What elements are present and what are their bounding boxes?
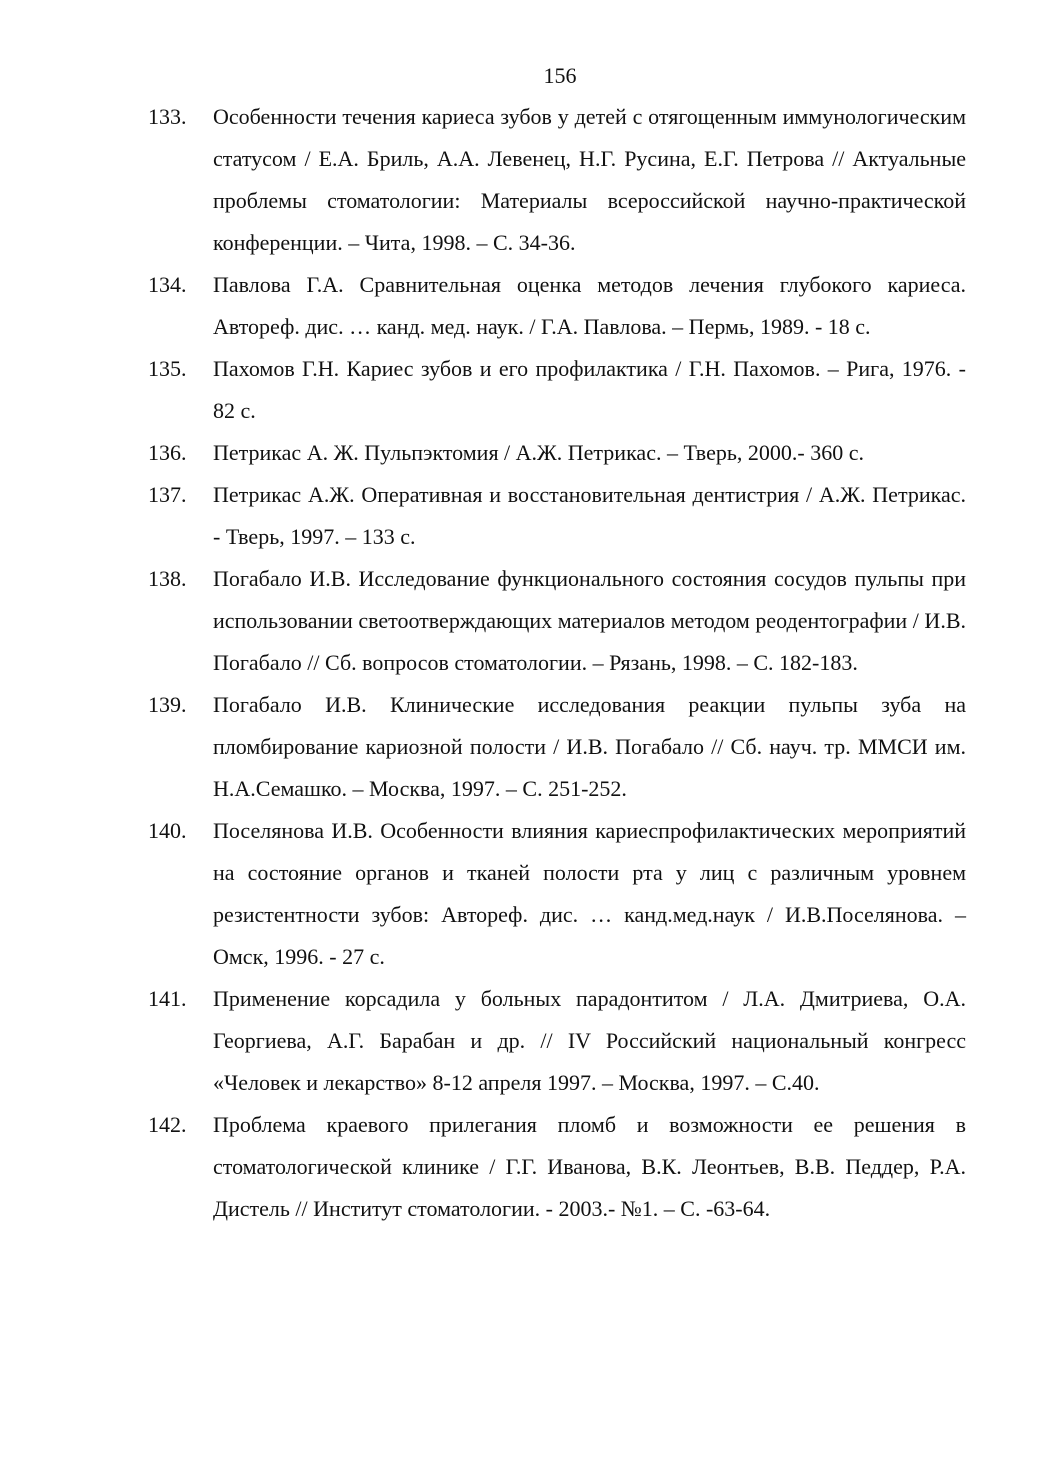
reference-list	[148, 96, 966, 1230]
reference-number: 138.	[148, 566, 187, 591]
reference-text: Петрикас А. Ж. Пульпэктомия / А.Ж. Петрикас. – Тверь, 2000.- 360 с.	[213, 440, 864, 465]
reference-item	[148, 684, 966, 810]
reference-text: Петрикас А.Ж. Оперативная и восстановительная дентистрия / А.Ж. Петрикас. - Тверь, 1997. – 133 с.	[213, 482, 966, 549]
reference-text: Павлова Г.А. Сравнительная оценка методов лечения глубокого кариеса. Автореф. дис. … канд. мед. наук. / Г.А. Павлова. – Пермь, 1989. - 18 с.	[213, 272, 966, 339]
reference-number: 140.	[148, 818, 187, 843]
reference-item	[148, 1104, 966, 1230]
reference-number: 134.	[148, 272, 187, 297]
page-number: 156	[543, 63, 577, 88]
reference-item	[148, 348, 966, 432]
reference-text: Особенности течения кариеса зубов у детей с отягощенным иммунологическим статусом / Е.А. Бриль, А.А. Левенец, Н.Г. Русина, Е.Г. Петрова // Актуальные проблемы стоматологии: Материалы всероссийской научно-практической конференции. – Чита, 1998. – С. 34-36.	[213, 104, 966, 255]
reference-item	[148, 96, 966, 264]
reference-item	[148, 558, 966, 684]
reference-text: Пахомов Г.Н. Кариес зубов и его профилактика / Г.Н. Пахомов. – Рига, 1976. - 82 с.	[213, 356, 966, 423]
reference-item	[148, 474, 966, 558]
reference-text: Поселянова И.В. Особенности влияния кариеспрофилактических мероприятий на состояние органов и тканей полости рта у лиц с различным уровнем резистентности зубов: Автореф. дис. … канд.мед.наук / И.В.Поселянова. – Омск, 1996. - 27 с.	[213, 818, 966, 969]
reference-text: Погабало И.В. Исследование функционального состояния сосудов пульпы при использовании светоотверждающих материалов методом реодентографии / И.В. Погабало // Сб. вопросов стоматологии. – Рязань, 1998. – С. 182-183.	[213, 566, 966, 675]
reference-item	[148, 978, 966, 1104]
reference-number: 137.	[148, 482, 187, 507]
reference-item	[148, 432, 966, 474]
reference-number: 136.	[148, 440, 187, 465]
reference-text: Применение корсадила у больных парадонтитом / Л.А. Дмитриева, О.А. Георгиева, А.Г. Барабан и др. // IV Российский национальный конгресс «Человек и лекарство» 8-12 апреля 1997. – Москва, 1997. – С.40.	[213, 986, 966, 1095]
reference-number: 135.	[148, 356, 187, 381]
reference-number: 142.	[148, 1112, 187, 1137]
reference-number: 141.	[148, 986, 187, 1011]
reference-item	[148, 264, 966, 348]
reference-text: Проблема краевого прилегания пломб и возможности ее решения в стоматологической клинике / Г.Г. Иванова, В.К. Леонтьев, В.В. Педдер, Р.А. Дистель // Институт стоматологии. - 2003.- №1. – С. -63-64.	[213, 1112, 966, 1221]
reference-item	[148, 810, 966, 978]
reference-number: 133.	[148, 104, 187, 129]
reference-number: 139.	[148, 692, 187, 717]
reference-text: Погабало И.В. Клинические исследования реакции пульпы зуба на пломбирование кариозной полости / И.В. Погабало // Сб. науч. тр. ММСИ им. Н.А.Семашко. – Москва, 1997. – С. 251-252.	[213, 692, 966, 801]
